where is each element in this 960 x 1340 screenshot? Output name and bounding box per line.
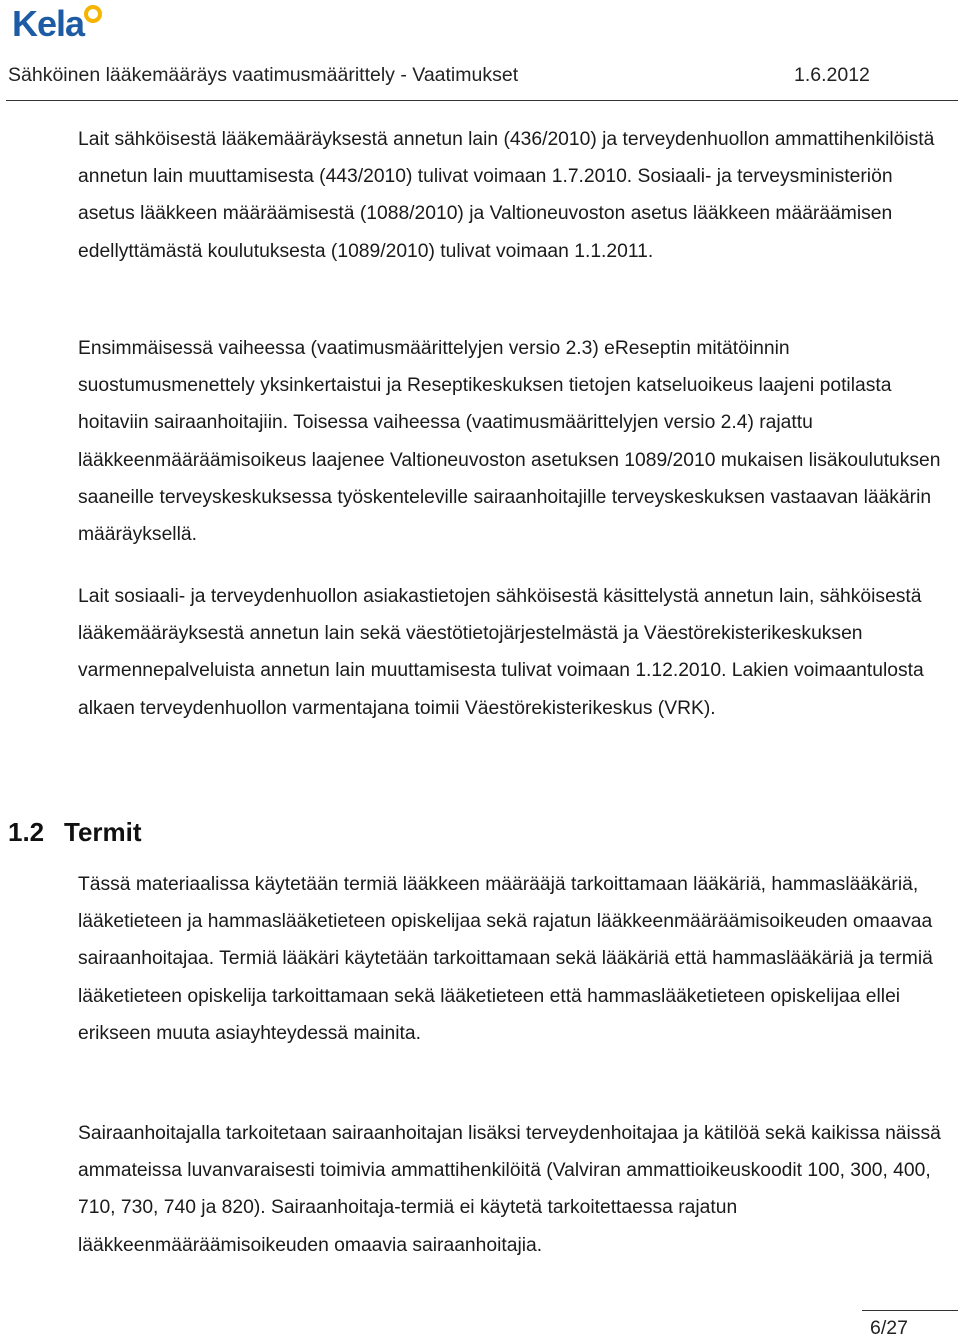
logo-text: Kela	[12, 3, 85, 44]
paragraph-phases: Ensimmäisessä vaiheessa (vaatimusmäärittelyjen versio 2.3) eReseptin mitätöinnin suostumusmenettely yksinkertaistui ja Reseptikeskuksen tietojen katseluoikeus laajeni potilasta hoitaviin sairaanhoitajiin. Toisessa vaiheessa (vaatimusmäärittelyjen versio 2.4) rajattu lääkkeenmääräämisoikeus laajenee Valtioneuvoston asetuksen 1089/2010 mukaisen lisäkoulutuksen saaneille terveyskeskuksessa työskenteleville sairaanhoitajille terveyskeskuksen vastaavan lääkärin määräyksellä.	[78, 338, 941, 546]
section-title: Termit	[64, 817, 142, 847]
footer-divider	[862, 1310, 958, 1311]
document-date: 1.6.2012	[794, 64, 870, 86]
document-title: Sähköinen lääkemääräys vaatimusmäärittely - Vaatimukset	[8, 64, 519, 86]
paragraph-laws-vrk: Lait sosiaali- ja terveydenhuollon asiakastietojen sähköisestä käsittelystä annetun lain, sähköisestä lääkemääräyksestä annetun lain sekä väestötietojärjestelmästä ja Väestörekisterikeskuksen varmennepalveluista annetun lain muuttamisesta tulivat voimaan 1.12.2010. Lakien voimaantulosta alkaen terveydenhuollon varmentajana toimii Väestörekisterikeskus (VRK).	[78, 586, 924, 719]
page-header	[8, 58, 952, 92]
logo-mark-icon	[84, 5, 102, 23]
paragraph-laws-2010: Lait sähköisestä lääkemääräyksestä annetun lain (436/2010) ja terveydenhuollon ammattihenkilöistä annetun lain muuttamisesta (443/2010) tulivat voimaan 1.7.2010. Sosiaali- ja terveysministeriön asetus lääkkeen määräämisestä (1088/2010) ja Valtioneuvoston asetus lääkkeen määräämisen edellyttämästä koulutuksesta (1089/2010) tulivat voimaan 1.1.2011.	[78, 129, 935, 262]
header-divider	[6, 100, 958, 101]
page-number: 6/27	[870, 1317, 908, 1339]
section-number: 1.2	[8, 817, 45, 847]
kela-logo	[12, 2, 102, 46]
paragraph-term-nurse: Sairaanhoitajalla tarkoitetaan sairaanhoitajan lisäksi terveydenhoitajaa ja kätilöä sekä kaikissa näissä ammateissa luvanvaraisesti toimivia ammattihenkilöitä (Valviran ammattioikeuskoodit 100, 300, 400, 710, 730, 740 ja 820). Sairaanhoitaja-termiä ei käytetä tarkoitettaessa rajatun lääkkeenmääräämisoikeuden omaavia sairaanhoitajia.	[78, 1123, 941, 1256]
paragraph-term-prescriber: Tässä materiaalissa käytetään termiä lääkkeen määrääjä tarkoittamaan lääkäriä, hammaslääkäriä, lääketieteen ja hammaslääketieteen opiskelijaa sekä rajatun lääkkeenmääräämisoikeuden omaavaa sairaanhoitajaa. Termiä lääkäri käytetään tarkoittamaan sekä lääkäriä että hammaslääkäriä ja termiä lääketieteen opiskelija tarkoittamaan sekä lääketieteen että hammaslääketieteen opiskelijaa ellei erikseen muuta asiayhteydessä mainita.	[78, 874, 933, 1044]
section-heading	[8, 814, 142, 850]
